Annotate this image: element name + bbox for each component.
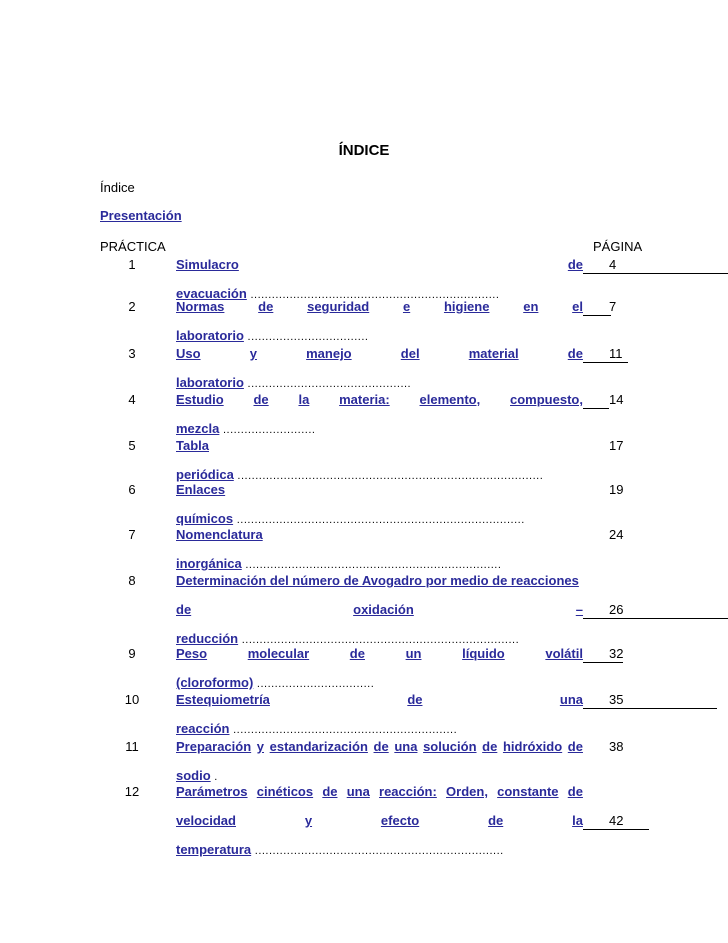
toc-entry-link[interactable]: Determinación del número de Avogadro por medio de reacciones xyxy=(176,573,579,588)
practice-number: 6 xyxy=(128,482,136,497)
toc-entry-link-tail[interactable]: periódica xyxy=(176,467,234,482)
toc-entry-word: de xyxy=(322,784,338,799)
toc-entry-word: de xyxy=(176,602,192,617)
toc-entry-word: el xyxy=(572,299,583,314)
practice-number: 4 xyxy=(128,392,136,407)
practice-number: 5 xyxy=(128,438,136,453)
toc-entry-link[interactable] xyxy=(176,784,583,799)
practice-number: 12 xyxy=(124,784,140,799)
toc-entry-word: compuesto, xyxy=(510,392,583,407)
toc-entry-link[interactable]: Nomenclatura xyxy=(176,527,263,542)
toc-entry-word: seguridad xyxy=(307,299,370,314)
toc-entry-word: constante xyxy=(497,784,559,799)
leader-dots: ...................................................................... xyxy=(254,845,504,857)
toc-entry-link-tail[interactable]: evacuación xyxy=(176,286,247,301)
toc-entry-link[interactable] xyxy=(176,392,583,407)
toc-entry-word: Estequiometría xyxy=(176,692,270,707)
toc-entry-word: de xyxy=(482,739,498,754)
leader-dots: .............................................. xyxy=(247,378,412,390)
toc-entry-link-tail[interactable]: reacción xyxy=(176,721,230,736)
toc-entry-word: en xyxy=(523,299,539,314)
toc-entry-link[interactable]: Enlaces xyxy=(176,482,226,497)
practice-number: 3 xyxy=(128,346,136,361)
practice-number: 11 xyxy=(125,739,139,754)
presentacion-link[interactable]: Presentación xyxy=(100,208,182,223)
page-number: 4 xyxy=(609,257,617,272)
toc-entry-word: Peso xyxy=(176,646,208,661)
practice-number: 2 xyxy=(128,299,136,314)
toc-entry-word: reacción: xyxy=(379,784,437,799)
toc-entry-word: molecular xyxy=(247,646,310,661)
toc-entry-tail xyxy=(176,511,525,526)
toc-entry-word: de xyxy=(488,813,504,828)
toc-entry-word: material xyxy=(468,346,519,361)
toc-entry-tail xyxy=(176,631,519,646)
toc-entry-link-tail[interactable]: mezcla xyxy=(176,421,220,436)
toc-entry-word: efecto xyxy=(380,813,420,828)
page-number: 19 xyxy=(609,482,624,497)
toc-entry-word: oxidación xyxy=(353,602,414,617)
toc-entry-word: hidróxido xyxy=(502,739,563,754)
toc-entry-word: de xyxy=(567,739,583,754)
toc-entry-word: y xyxy=(249,346,257,361)
link-underline xyxy=(583,618,728,619)
toc-entry-word: estandarización xyxy=(269,739,368,754)
toc-entry-word: y xyxy=(304,813,313,828)
toc-entry-link-tail[interactable]: químicos xyxy=(176,511,234,526)
page-number: 42 xyxy=(609,813,624,828)
link-underline xyxy=(583,362,628,363)
indice-label: Índice xyxy=(100,180,135,195)
toc-entry-tail xyxy=(176,721,457,736)
toc-entry-word: una xyxy=(559,692,583,707)
toc-entry-tail xyxy=(176,467,543,482)
toc-entry-link[interactable]: Tabla xyxy=(176,438,209,453)
toc-entry-link-tail[interactable]: laboratorio xyxy=(176,328,244,343)
page-number: 17 xyxy=(609,438,624,453)
page-number: 38 xyxy=(609,739,624,754)
link-underline xyxy=(583,273,728,274)
page-number: 24 xyxy=(609,527,624,542)
toc-entry-tail xyxy=(176,556,501,571)
toc-entry-word: Estudio xyxy=(176,392,224,407)
toc-entry-word: Uso xyxy=(176,346,201,361)
link-underline xyxy=(583,408,609,409)
toc-entry-tail xyxy=(176,421,315,436)
toc-entry-link-cont[interactable] xyxy=(176,813,583,828)
toc-entry-word: e xyxy=(402,299,411,314)
toc-entry-link-tail[interactable]: (cloroformo) xyxy=(176,675,254,690)
page-number: 11 xyxy=(609,346,623,361)
toc-entry-word: de xyxy=(567,346,583,361)
page-number: 26 xyxy=(609,602,624,617)
toc-entry-word: de xyxy=(349,646,365,661)
leader-dots: . xyxy=(214,771,218,783)
leader-dots: ................................................................................. xyxy=(236,514,525,526)
toc-entry-word: volátil xyxy=(545,646,583,661)
practice-number: 9 xyxy=(128,646,136,661)
toc-entry-word: Orden, xyxy=(446,784,488,799)
toc-entry-word: una xyxy=(346,784,370,799)
toc-entry-word: Simulacro xyxy=(176,257,239,272)
leader-dots: .............................................................................. xyxy=(241,634,520,646)
toc-entry-link[interactable] xyxy=(176,646,583,661)
page-number: 7 xyxy=(609,299,617,314)
toc-entry-link-tail[interactable]: inorgánica xyxy=(176,556,242,571)
toc-entry-word: de xyxy=(253,392,269,407)
link-underline xyxy=(583,315,611,316)
toc-entry-word: la xyxy=(572,813,583,828)
page-title: ÍNDICE xyxy=(338,142,390,159)
page-number: 14 xyxy=(609,392,624,407)
toc-entry-word: una xyxy=(394,739,418,754)
leader-dots: ............................................................... xyxy=(233,724,458,736)
toc-entry-word: líquido xyxy=(462,646,505,661)
toc-entry-word: de xyxy=(407,692,423,707)
toc-entry-tail xyxy=(176,842,504,857)
leader-dots: .................................. xyxy=(247,331,369,343)
toc-entry-tail xyxy=(176,375,411,390)
toc-entry-link[interactable] xyxy=(176,257,583,272)
toc-entry-word: higiene xyxy=(443,299,490,314)
link-underline xyxy=(583,662,623,663)
toc-entry-word: un xyxy=(405,646,422,661)
toc-entry-word: manejo xyxy=(306,346,352,361)
toc-entry-word: velocidad xyxy=(176,813,236,828)
toc-entry-link-tail[interactable]: reducción xyxy=(176,631,239,646)
leader-dots: ...................................................................................... xyxy=(237,470,544,482)
toc-entry-word: Normas xyxy=(176,299,225,314)
toc-entry-word: materia: xyxy=(339,392,390,407)
practice-number: 7 xyxy=(128,527,136,542)
toc-entry-word: de xyxy=(373,739,389,754)
toc-entry-word: del xyxy=(400,346,420,361)
toc-entry-link[interactable] xyxy=(176,346,583,361)
leader-dots: ........................................................................ xyxy=(245,559,502,571)
toc-entry-word: solución xyxy=(423,739,477,754)
toc-entry-tail xyxy=(176,768,218,783)
practice-number: 1 xyxy=(128,257,136,272)
leader-dots: .......................... xyxy=(223,424,316,436)
toc-entry-tail xyxy=(176,675,374,690)
toc-entry-link[interactable] xyxy=(176,692,583,707)
leader-dots: ...................................................................... xyxy=(250,289,500,301)
toc-entry-link-cont[interactable] xyxy=(176,602,583,617)
toc-entry-link-tail[interactable]: temperatura xyxy=(176,842,252,857)
practice-number: 8 xyxy=(128,573,136,588)
page-number: 35 xyxy=(609,692,624,707)
practice-number: 10 xyxy=(124,692,140,707)
link-underline xyxy=(583,708,717,709)
toc-entry-word: – xyxy=(575,602,583,617)
toc-entry-link-tail[interactable]: laboratorio xyxy=(176,375,244,390)
leader-dots: ................................. xyxy=(256,678,375,690)
toc-entry-word: cinéticos xyxy=(256,784,314,799)
toc-entry-word: elemento, xyxy=(419,392,481,407)
toc-entry-tail xyxy=(176,328,368,343)
toc-entry-link[interactable] xyxy=(176,299,583,314)
toc-entry-word: Parámetros xyxy=(176,784,248,799)
toc-entry-word: de xyxy=(567,784,583,799)
toc-entry-link-tail[interactable]: sodio xyxy=(176,768,211,783)
toc-entry-word: Preparación xyxy=(176,739,252,754)
toc-entry-link[interactable] xyxy=(176,739,583,754)
practica-header: PRÁCTICA xyxy=(100,239,166,254)
toc-entry-word: y xyxy=(256,739,265,754)
link-underline xyxy=(583,829,649,830)
toc-entry-word: de xyxy=(258,299,274,314)
page-number: 32 xyxy=(609,646,624,661)
toc-entry-word: de xyxy=(567,257,583,272)
toc-entry-word: la xyxy=(298,392,310,407)
pagina-header: PÁGINA xyxy=(593,239,643,254)
